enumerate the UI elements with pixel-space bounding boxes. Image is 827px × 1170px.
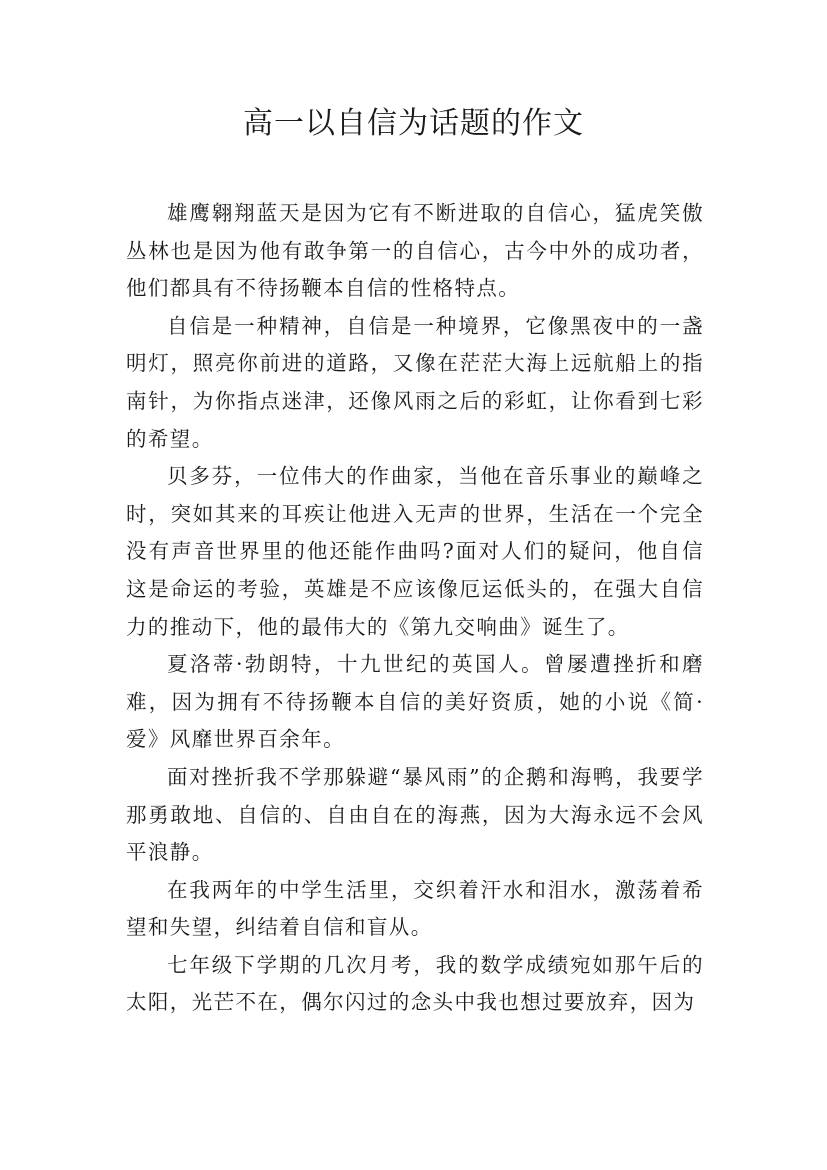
paragraph-1: 雄鹰翱翔蓝天是因为它有不断进取的自信心，猛虎笑傲丛林也是因为他有敢争第一的自信心，古今中外的成功者，他们都具有不待扬鞭本自信的性格特点。 (126, 201, 704, 301)
paragraph-2: 自信是一种精神，自信是一种境界，它像黑夜中的一盏明灯，照亮你前进的道路，又像在茫茫大海上远航船上的指南针，为你指点迷津，还像风雨之后的彩虹，让你看到七彩的希望。 (126, 313, 704, 451)
essay-body (126, 195, 704, 1022)
paragraph-6: 在我两年的中学生活里，交织着汗水和泪水，激荡着希望和失望，纠结着自信和盲从。 (126, 877, 704, 940)
paragraph-4: 夏洛蒂·勃朗特，十九世纪的英国人。曾屡遭挫折和磨难，因为拥有不待扬鞭本自信的美好资质，她的小说《简·爱》风靡世界百余年。 (126, 652, 704, 752)
paragraph-5: 面对挫折我不学那躲避“暴风雨”的企鹅和海鸭，我要学那勇敢地、自信的、自由自在的海燕，因为大海永远不会风平浪静。 (126, 764, 704, 865)
paragraph-3: 贝多芬，一位伟大的作曲家，当他在音乐事业的巅峰之时，突如其来的耳疾让他进入无声的世界，生活在一个完全没有声音世界里的他还能作曲吗?面对人们的疑问，他自信这是命运的考验，英雄是不应该像厄运低头的，在强大自信力的推动下，他的最伟大的《第九交响曲》诞生了。 (126, 464, 704, 639)
paragraph-7: 七年级下学期的几次月考，我的数学成绩宛如那午后的太阳，光芒不在，偶尔闪过的念头中我也想过要放弃，因为 (126, 952, 704, 1015)
page-title: 高一以自信为话题的作文 (243, 106, 584, 141)
